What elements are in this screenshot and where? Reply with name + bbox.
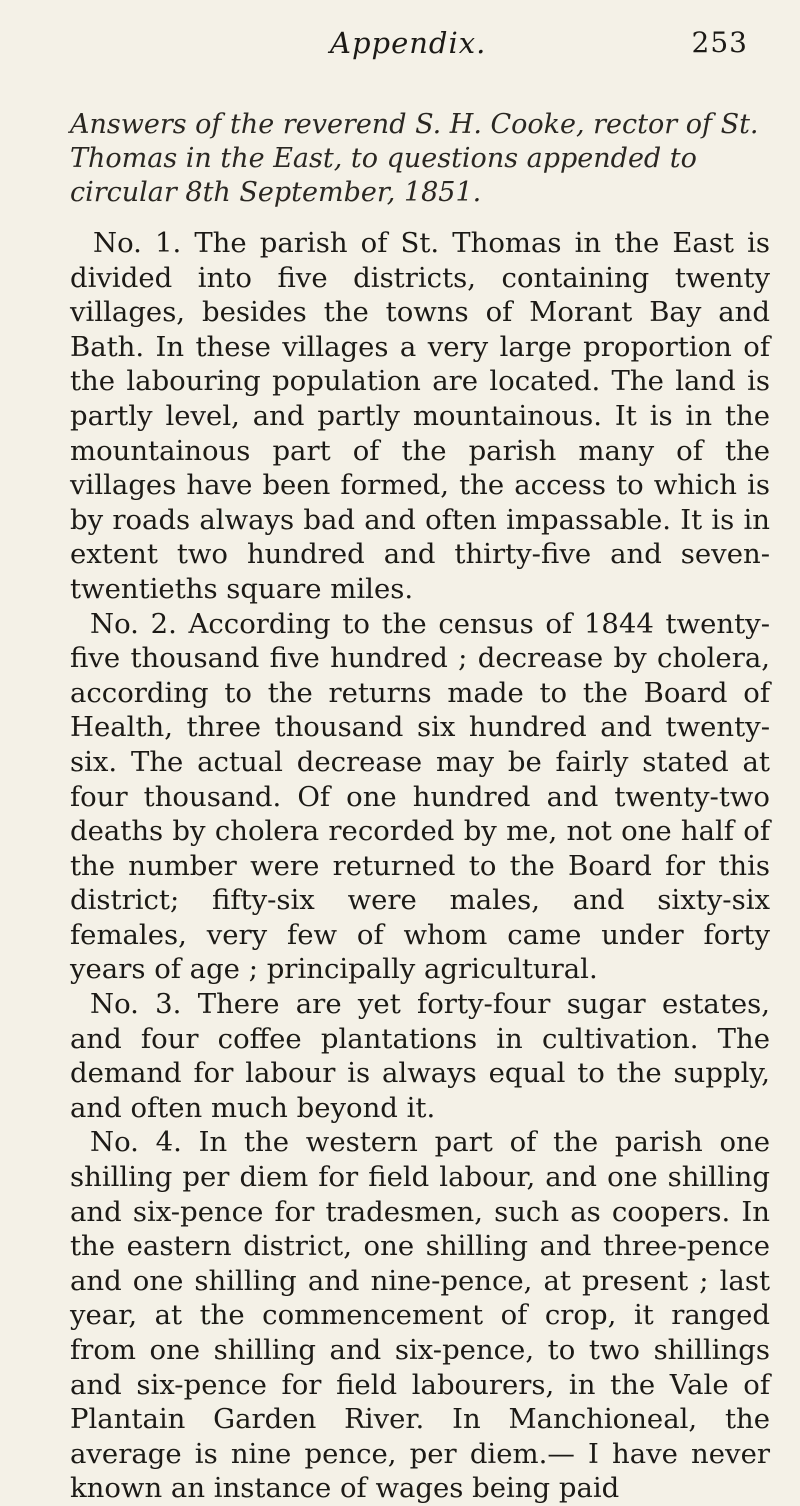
paragraph-answer-1: No. 1. The parish of St. Thomas in the East is divided into five districts, containing twenty villages, besides the towns of Morant Bay and Bath. In these villages a very large proportion of the labouring population are located. The land is partly level, and partly mountainous. It is in the mountainous part of the parish many of the villages have been formed, the access to which is by roads always bad and often impassable. It is in extent two hundred and thirty-five and seven-twentieths square miles. [70, 227, 770, 605]
running-head [0, 26, 800, 66]
page-number: 253 [691, 26, 748, 59]
paragraph-answer-2: No. 2. According to the census of 1844 twenty-five thousand five hundred ; decrease by cholera, according to the returns made to the Board of Health, three thousand six hundred and twenty-six. The actual decrease may be fairly stated at four thousand. Of one hundred and twenty-two deaths by cholera recorded by me, not one half of the number were returned to the Board for this district; fifty-six were males, and sixty-six females, very few of whom came under forty years of age ; principally agricultural. [70, 607, 770, 986]
paragraph-answer-3: No. 3. There are yet forty-four sugar estates, and four coffee plantations in cultivation. The demand for labour is always equal to the supply, and often much beyond it. [70, 988, 770, 1124]
paragraph-answer-4: No. 4. In the western part of the parish one shilling per diem for field labour, and one shilling and six-pence for tradesmen, such as coopers. In the eastern district, one shilling and three-pence and one shilling and nine-pence, at present ; last year, at the commencement of crop, it ranged from one shilling and six-pence, to two shillings and six-pence for field labourers, in the Vale of Plantain Garden River. In Manchioneal, the average is nine pence, per diem.— I have never known an instance of wages being paid [70, 1126, 770, 1505]
body-text [70, 226, 770, 1506]
section-heading: Answers of the reverend S. H. Cooke, rector of St. Thomas in the East, to questions appended to circular 8th September, 1851. [70, 109, 759, 208]
running-title: Appendix. [330, 26, 487, 60]
